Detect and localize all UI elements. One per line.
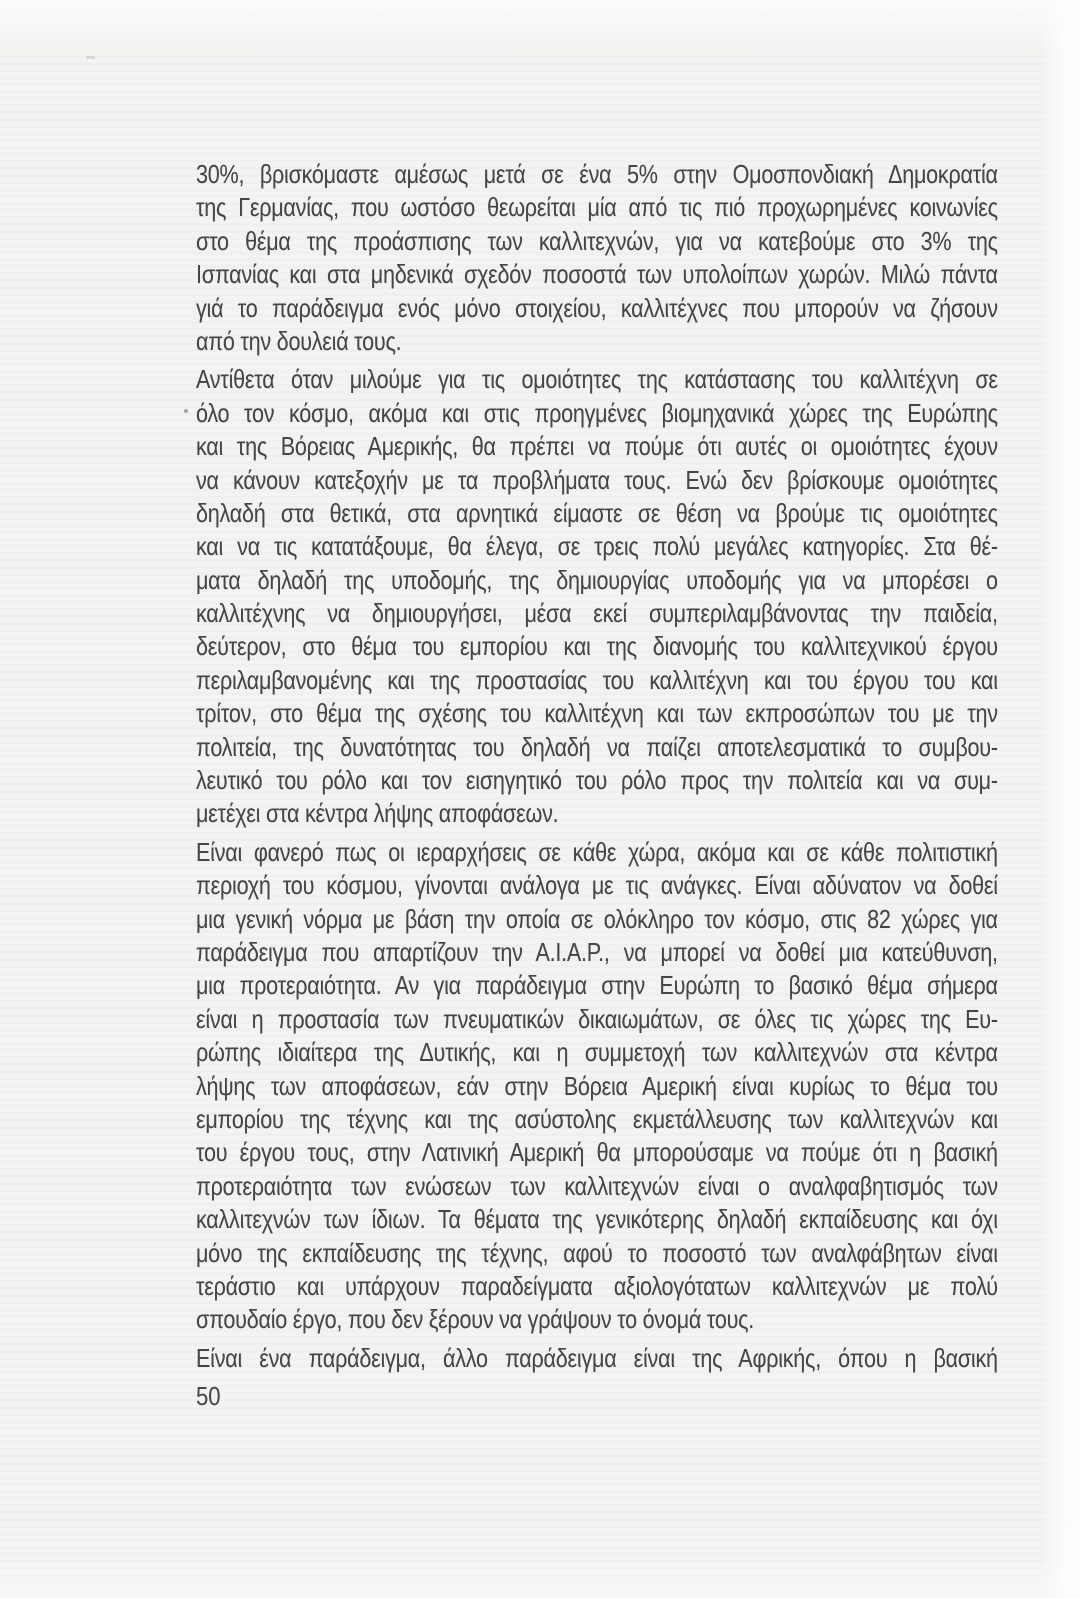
text-line: μόνο της εκπαίδευσης της τέχνης, αφού το ποσοστό των αναλφάβητων είναι: [196, 1237, 998, 1268]
text-line: στο θέμα της προάσπισης των καλλιτεχνών, για να κατεβούμε στο 3% της: [196, 225, 998, 256]
text-line: Ισπανίας και στα μηδενικά σχεδόν ποσοστά των υπολοίπων χωρών. Μιλώ πάντα: [196, 259, 998, 290]
text-line: γιά το παράδειγμα ενός μόνο στοιχείου, καλλιτέχνες που μπορούν να ζήσουν: [196, 292, 998, 323]
text-line: εμπορίου της τέχνης και της ασύστολης εκμετάλλευσης των καλλιτεχνών και: [196, 1103, 998, 1134]
text-line: μια γενική νόρμα με βάση την οποία σε ολόκληρο τον κόσμο, στις 82 χώρες για: [196, 903, 998, 934]
paragraph-4: [196, 1342, 998, 1375]
text-line: μετέχει στα κέντρα λήψης αποφάσεων.: [196, 798, 559, 829]
text-line: Είναι φανερό πως οι ιεραρχήσεις σε κάθε χώρα, ακόμα και σε κάθε πολιτιστική: [196, 836, 998, 867]
text-block: [196, 158, 998, 1375]
text-line: της Γερμανίας, που ωστόσο θεωρείται μία από τις πιό προχωρημένες κοινωνίες: [196, 192, 998, 223]
text-line: καλλιτεχνών των ίδιων. Τα θέματα της γενικότερης δηλαδή εκπαίδευσης και όχι: [196, 1204, 998, 1235]
text-line: περιλαμβανομένης και της προστασίας του καλλιτέχνη και του έργου του και: [196, 664, 998, 695]
text-line: λήψης των αποφάσεων, εάν στην Βόρεια Αμερική είναι κυρίως το θέμα του: [196, 1070, 998, 1101]
text-line: και της Βόρειας Αμερικής, θα πρέπει να πούμε ότι αυτές οι ομοιότητες έχουν: [196, 431, 998, 462]
text-line: από την δουλειά τους.: [196, 325, 402, 356]
text-line: Είναι ένα παράδειγμα, άλλο παράδειγμα είναι της Αφρικής, όπου η βασική: [196, 1342, 998, 1373]
text-line: τεράστιο και υπάρχουν παραδείγματα αξιολογότατων καλλιτεχνών με πολύ: [196, 1270, 998, 1301]
text-line: προτεραιότητα των ενώσεων των καλλιτεχνών είναι ο αναλφαβητισμός των: [196, 1170, 998, 1201]
text-line: παράδειγμα που απαρτίζουν την Α.Ι.Α.Ρ., να μπορεί να δοθεί μια κατεύθυνση,: [196, 936, 998, 967]
scan-speck-artifact: [184, 409, 188, 413]
text-line: 30%, βρισκόμαστε αμέσως μετά σε ένα 5% στην Ομοσπονδιακή Δημοκρατία: [196, 159, 998, 189]
text-line: ματα δηλαδή της υποδομής, της δημιουργίας υποδομής για να μπορέσει ο: [196, 564, 998, 595]
paragraph-2: [196, 363, 998, 830]
text-line: περιοχή του κόσμου, γίνονται ανάλογα με τις ανάγκες. Είναι αδύνατον να δοθεί: [196, 870, 998, 901]
text-line: τρίτον, στο θέμα της σχέσης του καλλιτέχνη και των εκπροσώπων του με την: [196, 698, 998, 729]
text-line: του έργου τους, στην Λατινική Αμερική θα μπορούσαμε να πούμε ότι η βασική: [196, 1137, 998, 1168]
text-line: δεύτερον, στο θέμα του εμπορίου και της διανομής του καλλιτεχνικού έργου: [196, 631, 998, 662]
text-line: πολιτεία, της δυνατότητας του δηλαδή να παίζει αποτελεσματικά το συμβου-: [196, 731, 998, 762]
text-line: δηλαδή στα θετικά, στα αρνητικά είμαστε σε θέση να βρούμε τις ομοιότητες: [196, 497, 998, 528]
scan-smudge-artifact: [86, 56, 95, 59]
text-line: λευτικό του ρόλο και τον εισηγητικό του ρόλο προς την πολιτεία και να συμ-: [196, 765, 998, 796]
text-line: όλο τον κόσμο, ακόμα και στις προηγμένες βιομηχανικά χώρες της Ευρώπης: [196, 397, 998, 428]
text-line: να κάνουν κατεξοχήν με τα προβλήματα τους. Ενώ δεν βρίσκουμε ομοιότητες: [196, 464, 998, 495]
paragraph-1: [196, 158, 998, 358]
text-line: και να τις κατατάξουμε, θα έλεγα, σε τρεις πολύ μεγάλες κατηγορίες. Στα θέ-: [196, 531, 998, 562]
text-line: σπουδαίο έργο, που δεν ξέρουν να γράψουν το όνομά τους.: [196, 1304, 755, 1335]
text-line: ρώπης ιδιαίτερα της Δυτικής, και η συμμετοχή των καλλιτεχνών στα κέντρα: [196, 1037, 998, 1068]
paragraph-3: [196, 836, 998, 1337]
text-line: μια προτεραιότητα. Αν για παράδειγμα στην Ευρώπη το βασικό θέμα σήμερα: [196, 970, 998, 1001]
text-line: Αντίθετα όταν μιλούμε για τις ομοιότητες της κατάστασης του καλλιτέχνη σε: [196, 364, 998, 395]
page-number: 50: [196, 1381, 221, 1411]
text-line: είναι η προστασία των πνευματικών δικαιωμάτων, σε όλες τις χώρες της Ευ-: [196, 1003, 998, 1034]
text-line: καλλιτέχνης να δημιουργήσει, μέσα εκεί συμπεριλαμβάνοντας την παιδεία,: [196, 598, 998, 629]
